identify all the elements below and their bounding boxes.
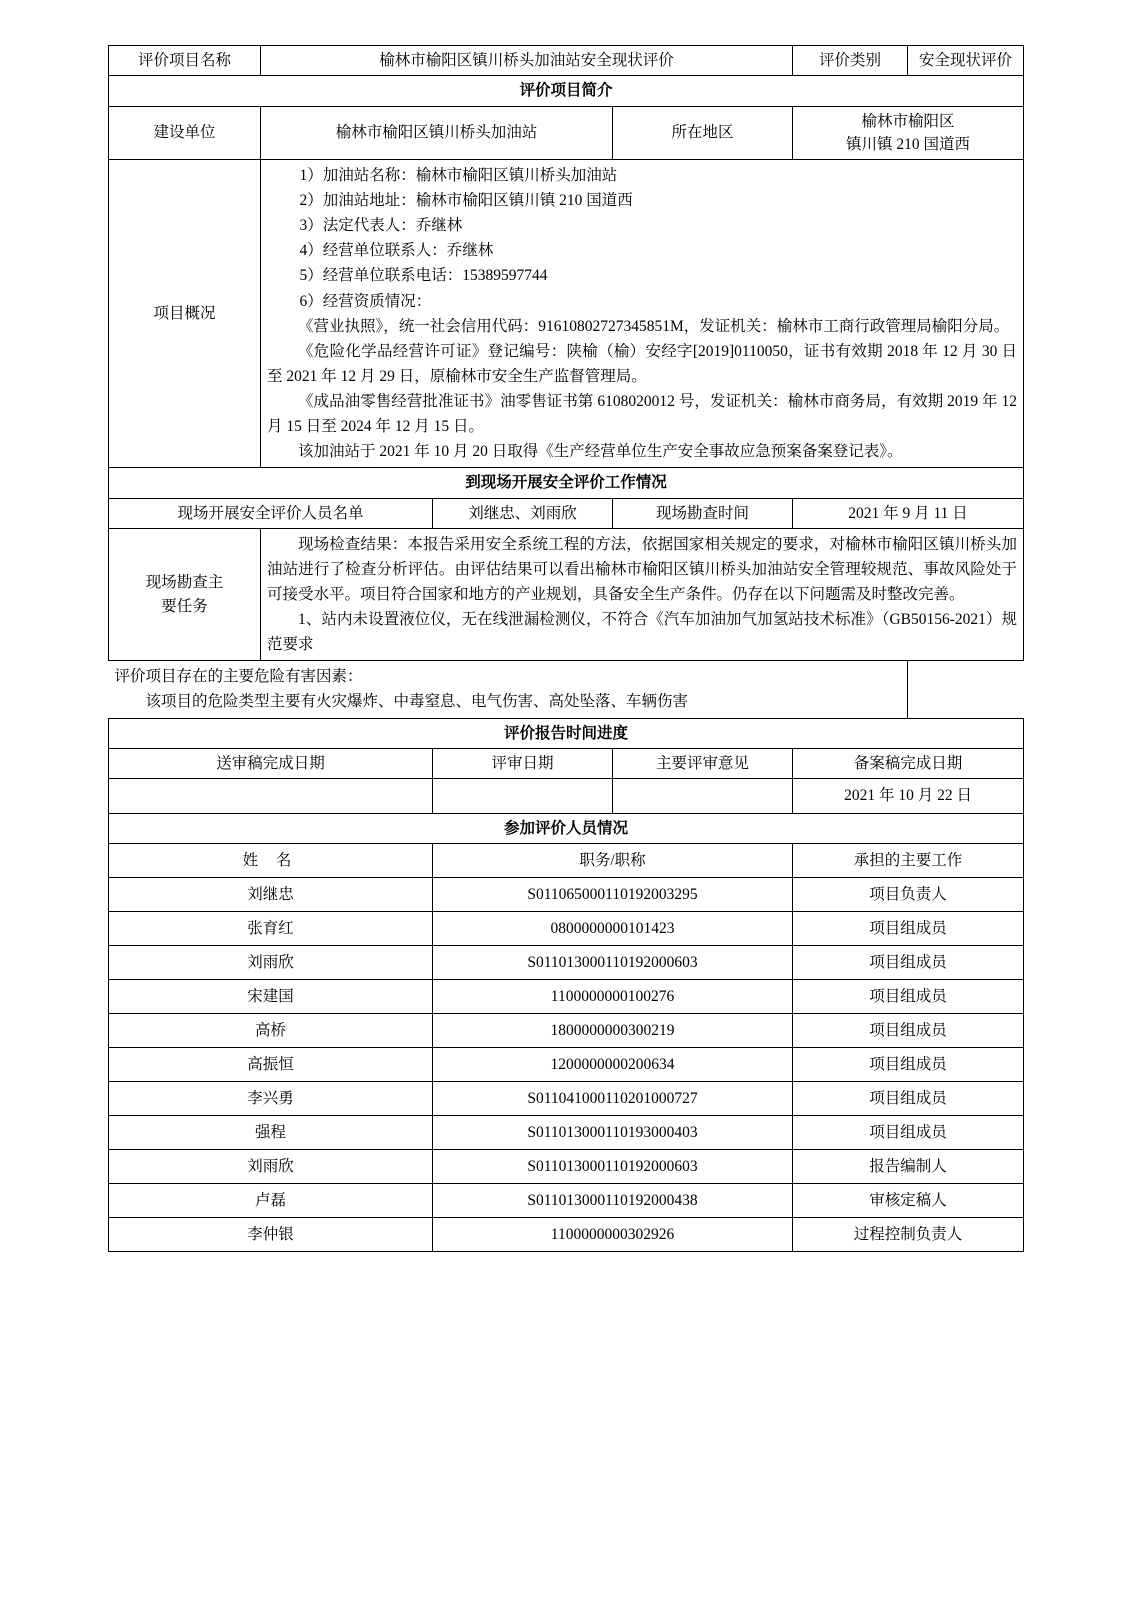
region-value [793,106,1024,160]
overview-paragraph-3: 《成品油零售经营批准证书》油零售证书第 6108020012 号，发证机关：榆林市商务局，有效期 2019 年 12 月 15 日至 2024 年 12 月 15 日。 [267,392,1018,436]
personnel-title: 1200000000200634 [433,1048,793,1082]
personnel-name: 李兴勇 [109,1082,433,1116]
personnel-work: 项目组成员 [793,912,1024,946]
schedule-value-3 [613,779,793,814]
region-value-line2: 镇川镇 210 国道西 [846,135,971,153]
table-row [109,1082,1024,1116]
personnel-name: 刘继忠 [109,878,433,912]
personnel-name: 宋建国 [109,980,433,1014]
personnel-title: 0800000000101423 [433,912,793,946]
table-row [109,1184,1024,1218]
overview-item-6: 6）经营资质情况： [299,292,432,310]
region-value-line1: 榆林市榆阳区 [861,112,955,130]
schedule-value-4: 2021 年 10 月 22 日 [793,779,1024,814]
personnel-header-title: 职务/职称 [433,844,793,878]
personnel-work: 项目组成员 [793,1014,1024,1048]
personnel-name: 李仲银 [109,1218,433,1252]
table-row [109,1116,1024,1150]
table-row [109,1150,1024,1184]
schedule-header-3: 主要评审意见 [613,748,793,778]
table-row-section-onsite [109,468,1024,498]
personnel-name: 高振恒 [109,1048,433,1082]
overview-paragraph-1: 《营业执照》，统一社会信用代码：91610802727345851M，发证机关：榆林市工商行政管理局榆阳分局。 [298,317,1010,335]
overview-item-4: 4）经营单位联系人：乔继林 [299,242,494,260]
evaluation-summary-table [108,45,1024,1252]
table-row [109,980,1024,1014]
schedule-value-2 [433,779,613,814]
table-row-section-personnel [109,814,1024,844]
table-row [109,1014,1024,1048]
schedule-value-1 [109,779,433,814]
overview-content [261,160,1024,468]
personnel-work: 项目组成员 [793,980,1024,1014]
section-title-intro: 评价项目简介 [109,76,1024,106]
table-row [109,878,1024,912]
task-content [261,528,1024,661]
personnel-work: 项目组成员 [793,946,1024,980]
table-row-basic-info [109,106,1024,160]
personnel-title: S011013000110192000438 [433,1184,793,1218]
personnel-work: 项目组成员 [793,1082,1024,1116]
build-unit-value: 榆林市榆阳区镇川桥头加油站 [261,106,613,160]
overview-paragraph-2: 《危险化学品经营许可证》登记编号：陕榆（榆）安经字[2019]0110050，证书有效期 2018 年 12 月 30 日至 2021 年 12 月 29 日，原榆林市安全生产监督管理局。 [267,342,1018,385]
table-row-project-name [109,46,1024,76]
personnel-work: 报告编制人 [793,1150,1024,1184]
personnel-name: 刘雨欣 [109,946,433,980]
table-row [109,912,1024,946]
personnel-title: S011013000110192000603 [433,946,793,980]
personnel-title: 1100000000100276 [433,980,793,1014]
overview-item-2: 2）加油站地址：榆林市榆阳区镇川镇 210 国道西 [299,192,633,210]
table-row-onsite-task [109,528,1024,661]
schedule-header-2: 评审日期 [433,748,613,778]
survey-date-label: 现场勘查时间 [613,498,793,528]
table-row-section-schedule [109,718,1024,748]
overview-item-3: 3）法定代表人：乔继林 [299,217,463,235]
personnel-work: 项目负责人 [793,878,1024,912]
task-paragraph: 现场检查结果：本报告采用安全系统工程的方法，依据国家相关规定的要求，对榆林市榆阳区镇川桥头加油站进行了检查分析评估。由评估结果可以看出榆林市榆阳区镇川桥头加油站安全管理较规范、事故风险处于可接受水平。项目符合国家和地方的产业规划，具备安全生产条件。仍存在以下问题需及时整改完善。 [267,535,1018,604]
task-label-line1: 现场勘查主 [145,574,224,592]
personnel-work: 过程控制负责人 [793,1218,1024,1252]
table-row [109,1218,1024,1252]
overview-item-5: 5）经营单位联系电话：15389597744 [299,267,548,285]
section-title-onsite: 到现场开展安全评价工作情况 [109,468,1024,498]
table-row-hazards [109,661,1024,718]
table-row-personnel-headers [109,844,1024,878]
personnel-name: 强程 [109,1116,433,1150]
category-label: 评价类别 [793,46,908,76]
personnel-header-work: 承担的主要工作 [793,844,1024,878]
personnel-title: 1800000000300219 [433,1014,793,1048]
build-unit-label: 建设单位 [109,106,261,160]
table-row-overview [109,160,1024,468]
category-value: 安全现状评价 [908,46,1024,76]
hazard-text: 该项目的危险类型主要有火灾爆炸、中毒窒息、电气伤害、高处坠落、车辆伤害 [145,693,689,711]
personnel-work: 项目组成员 [793,1116,1024,1150]
table-row-schedule-values [109,779,1024,814]
task-label [109,528,261,661]
schedule-header-4: 备案稿完成日期 [793,748,1024,778]
region-label: 所在地区 [613,106,793,160]
table-row-schedule-headers [109,748,1024,778]
overview-item-1: 1）加油站名称：榆林市榆阳区镇川桥头加油站 [299,167,618,184]
hazard-content [109,661,908,718]
overview-paragraph-4: 该加油站于 2021 年 10 月 20 日取得《生产经营单位生产安全事故应急预案备案登记表》。 [298,443,903,461]
personnel-work: 审核定稿人 [793,1184,1024,1218]
personnel-title: S011041000110201000727 [433,1082,793,1116]
project-name-value: 榆林市榆阳区镇川桥头加油站安全现状评价 [261,46,793,76]
personnel-name: 刘雨欣 [109,1150,433,1184]
section-title-schedule: 评价报告时间进度 [109,718,1024,748]
table-row [109,1048,1024,1082]
onsite-staff-value: 刘继忠、刘雨欣 [433,498,613,528]
personnel-title: S011013000110193000403 [433,1116,793,1150]
project-name-label: 评价项目名称 [109,46,261,76]
personnel-title: 1100000000302926 [433,1218,793,1252]
personnel-title: S011065000110192003295 [433,878,793,912]
personnel-header-name: 姓 名 [109,844,433,878]
personnel-title: S011013000110192000603 [433,1150,793,1184]
table-row-section-intro [109,76,1024,106]
personnel-work: 项目组成员 [793,1048,1024,1082]
task-label-line2: 要任务 [161,597,208,615]
hazard-title: 评价项目存在的主要危险有害因素： [114,668,363,686]
personnel-name: 张育红 [109,912,433,946]
table-row-onsite-staff [109,498,1024,528]
overview-label: 项目概况 [109,160,261,468]
table-row [109,946,1024,980]
onsite-staff-label: 现场开展安全评价人员名单 [109,498,433,528]
section-title-personnel: 参加评价人员情况 [109,814,1024,844]
survey-date-value: 2021 年 9 月 11 日 [793,498,1024,528]
personnel-name: 卢磊 [109,1184,433,1218]
schedule-header-1: 送审稿完成日期 [109,748,433,778]
task-issue: 1、站内未设置液位仪，无在线泄漏检测仪，不符合《汽车加油加气加氢站技术标准》（GB50156-2021）规范要求 [267,611,1018,654]
personnel-name: 高桥 [109,1014,433,1048]
